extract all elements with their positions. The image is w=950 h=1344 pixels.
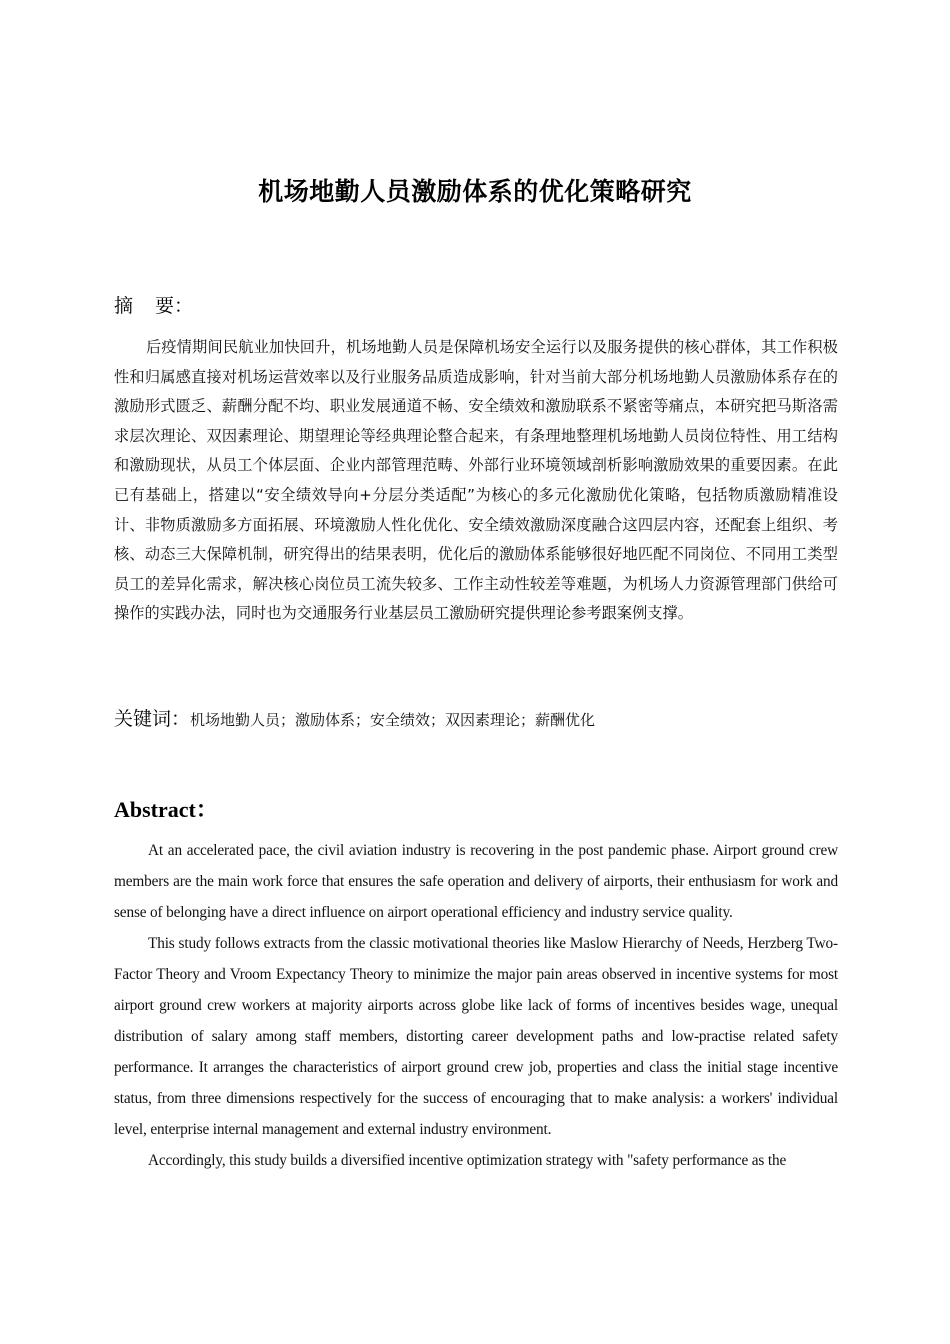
english-abstract-paragraph-2: This study follows extracts from the classic motivational theories like Maslow Hierarchy of Needs, Herzberg Two-Factor Theory and Vroom Expectancy Theory to minimize the major pain areas observed in incentive systems for most airport ground crew workers at majority airports across globe like lack of forms of incentives besides wage, unequal distribution of salary among staff members, distorting career development paths and low-practise related safety performance. It arranges the characteristics of airport ground crew job, properties and class the initial stage incentive status, from three dimensions respectively for the success of encouraging that to make analysis: a workers' individual level, enterprise internal management and external industry environment. — [114, 935, 838, 1138]
chinese-abstract-heading — [114, 291, 193, 318]
chinese-abstract-heading-char2: 要： — [155, 295, 194, 317]
chinese-abstract-body: 后疫情期间民航业加快回升，机场地勤人员是保障机场安全运行以及服务提供的核心群体，其工作积极性和归属感直接对机场运营效率以及行业服务品质造成影响，针对当前大部分机场地勤人员激励体系存在的激励形式匮乏、薪酬分配不均、职业发展通道不畅、安全绩效和激励联系不紧密等痛点，本研究把马斯洛需求层次理论、双因素理论、期望理论等经典理论整合起来，有条理地整理机场地勤人员岗位特性、用工结构和激励现状，从员工个体层面、企业内部管理范畴、外部行业环境领域剖析影响激励效果的重要因素。在此已有基础上，搭建以“安全绩效导向+分层分类适配”为核心的多元化激励优化策略，包括物质激励精准设计、非物质激励多方面拓展、环境激励人性化优化、安全绩效激励深度融合这四层内容，还配套上组织、考核、动态三大保障机制，研究得出的结果表明，优化后的激励体系能够很好地匹配不同岗位、不同用工类型员工的差异化需求，解决核心岗位员工流失较多、工作主动性较差等难题，为机场人力资源管理部门供给可操作的实践办法，同时也为交通服务行业基层员工激励研究提供理论参考跟案例支撑。 — [114, 338, 838, 623]
english-abstract-paragraph-3: Accordingly, this study builds a diversified incentive optimization strategy with "safety performance as the — [148, 1152, 787, 1169]
english-abstract-body — [114, 835, 838, 1176]
keywords-line — [114, 704, 595, 731]
chinese-abstract-heading-char1: 摘 — [114, 295, 134, 317]
english-abstract-paragraph-1: At an accelerated pace, the civil aviation industry is recovering in the post pandemic phase. Airport ground crew members are the main work force that ensures the safe operation and delivery of airports, their enthusiasm for work and sense of belonging have a direct influence on airport operational efficiency and industry service quality. — [114, 842, 838, 921]
paper-title: 机场地勤人员激励体系的优化策略研究 — [258, 177, 692, 206]
english-abstract-heading: Abstract： — [114, 797, 218, 822]
keywords-label: 关键词： — [114, 708, 191, 730]
keywords-text: 机场地勤人员；激励体系；安全绩效；双因素理论；薪酬优化 — [190, 711, 596, 729]
